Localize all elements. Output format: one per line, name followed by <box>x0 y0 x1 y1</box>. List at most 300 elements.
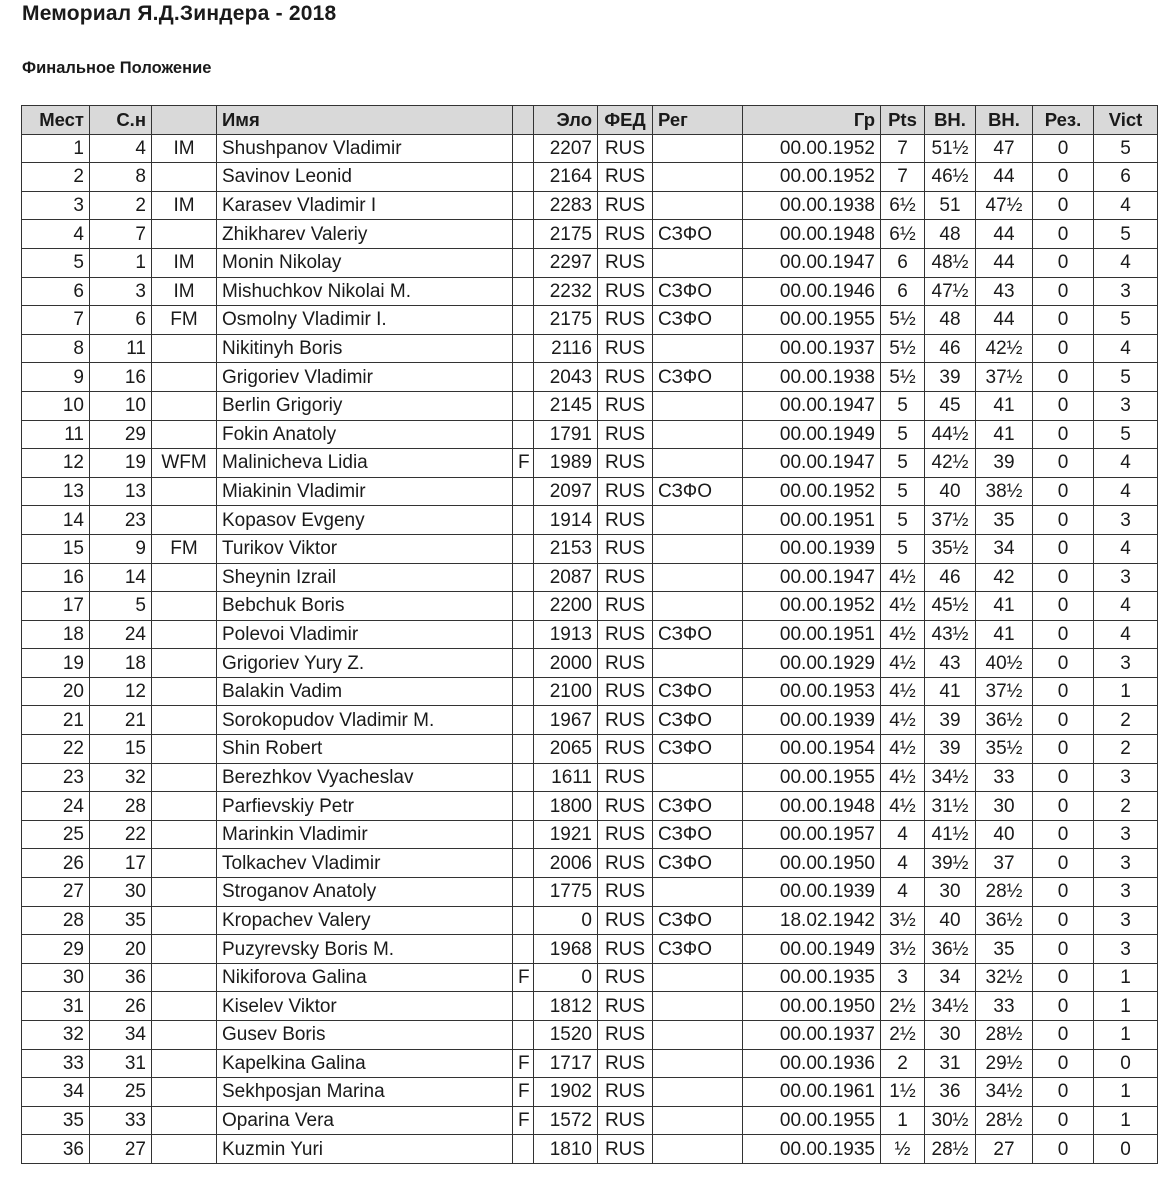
header-row <box>22 106 1158 135</box>
cell-fed: RUS <box>598 363 653 392</box>
cell-res: 0 <box>1033 534 1094 563</box>
header-reg: Рег <box>653 106 743 135</box>
cell-pts: 6½ <box>881 191 925 220</box>
cell-tiebreak-2: 30 <box>976 792 1033 821</box>
cell-title: IM <box>152 277 217 306</box>
cell-birth: 00.00.1949 <box>743 935 881 964</box>
cell-pts: 3 <box>881 963 925 992</box>
cell-res: 0 <box>1033 134 1094 163</box>
cell-pts: 1½ <box>881 1078 925 1107</box>
cell-pts: 2 <box>881 1049 925 1078</box>
cell-name: Balakin Vadim <box>217 677 513 706</box>
cell-pts: 4½ <box>881 592 925 621</box>
cell-res: 0 <box>1033 163 1094 192</box>
cell-vict: 3 <box>1094 277 1158 306</box>
cell-start-no: 25 <box>90 1078 152 1107</box>
table-row <box>22 1135 1158 1164</box>
table-row <box>22 277 1158 306</box>
cell-birth: 00.00.1937 <box>743 1021 881 1050</box>
cell-title <box>152 649 217 678</box>
header-fed: ФЕД <box>598 106 653 135</box>
cell-pts: 6 <box>881 277 925 306</box>
cell-birth: 00.00.1946 <box>743 277 881 306</box>
cell-vict: 4 <box>1094 248 1158 277</box>
cell-title <box>152 334 217 363</box>
table-row <box>22 849 1158 878</box>
cell-place: 10 <box>22 391 90 420</box>
cell-title <box>152 963 217 992</box>
cell-sex <box>513 563 534 592</box>
cell-vict: 1 <box>1094 1078 1158 1107</box>
cell-elo: 2175 <box>534 220 598 249</box>
cell-res: 0 <box>1033 792 1094 821</box>
cell-sex <box>513 1021 534 1050</box>
cell-place: 29 <box>22 935 90 964</box>
cell-pts: 5 <box>881 420 925 449</box>
cell-title <box>152 992 217 1021</box>
header-tiebreak-1: ВН. <box>925 106 976 135</box>
cell-start-no: 15 <box>90 735 152 764</box>
cell-start-no: 22 <box>90 820 152 849</box>
cell-sex: F <box>513 449 534 478</box>
cell-birth: 00.00.1947 <box>743 391 881 420</box>
cell-tiebreak-2: 39 <box>976 449 1033 478</box>
cell-tiebreak-1: 48 <box>925 220 976 249</box>
cell-birth: 00.00.1939 <box>743 706 881 735</box>
cell-reg <box>653 592 743 621</box>
cell-res: 0 <box>1033 906 1094 935</box>
cell-title <box>152 420 217 449</box>
cell-reg: СЗФО <box>653 792 743 821</box>
cell-sex <box>513 306 534 335</box>
cell-pts: 6½ <box>881 220 925 249</box>
cell-pts: 3½ <box>881 935 925 964</box>
table-row <box>22 620 1158 649</box>
document-title: Мемориал Я.Д.Зиндера - 2018 <box>22 2 337 25</box>
table-row <box>22 1049 1158 1078</box>
cell-elo: 1902 <box>534 1078 598 1107</box>
header-tiebreak-2: ВН. <box>976 106 1033 135</box>
cell-sex <box>513 906 534 935</box>
cell-birth: 00.00.1935 <box>743 1135 881 1164</box>
cell-tiebreak-2: 37 <box>976 849 1033 878</box>
cell-name: Puzyrevsky Boris M. <box>217 935 513 964</box>
table-row <box>22 420 1158 449</box>
cell-res: 0 <box>1033 220 1094 249</box>
cell-tiebreak-2: 44 <box>976 248 1033 277</box>
cell-vict: 1 <box>1094 1106 1158 1135</box>
cell-pts: 5½ <box>881 334 925 363</box>
cell-res: 0 <box>1033 735 1094 764</box>
cell-place: 1 <box>22 134 90 163</box>
cell-fed: RUS <box>598 592 653 621</box>
cell-title: IM <box>152 191 217 220</box>
cell-elo: 2000 <box>534 649 598 678</box>
cell-name: Monin Nikolay <box>217 248 513 277</box>
cell-tiebreak-2: 29½ <box>976 1049 1033 1078</box>
cell-sex: F <box>513 1049 534 1078</box>
cell-fed: RUS <box>598 277 653 306</box>
header-res: Рез. <box>1033 106 1094 135</box>
cell-tiebreak-2: 42 <box>976 563 1033 592</box>
cell-sex <box>513 792 534 821</box>
cell-fed: RUS <box>598 163 653 192</box>
cell-reg <box>653 1049 743 1078</box>
cell-title <box>152 935 217 964</box>
cell-name: Shin Robert <box>217 735 513 764</box>
cell-name: Kuzmin Yuri <box>217 1135 513 1164</box>
cell-birth: 00.00.1952 <box>743 477 881 506</box>
cell-place: 3 <box>22 191 90 220</box>
header-elo: Эло <box>534 106 598 135</box>
cell-reg <box>653 1106 743 1135</box>
cell-title <box>152 220 217 249</box>
cell-sex <box>513 506 534 535</box>
cell-start-no: 13 <box>90 477 152 506</box>
cell-reg: СЗФО <box>653 935 743 964</box>
cell-sex <box>513 220 534 249</box>
cell-birth: 00.00.1937 <box>743 334 881 363</box>
cell-title <box>152 163 217 192</box>
cell-res: 0 <box>1033 992 1094 1021</box>
cell-birth: 00.00.1939 <box>743 534 881 563</box>
cell-reg <box>653 963 743 992</box>
cell-elo: 1775 <box>534 878 598 907</box>
cell-tiebreak-1: 30½ <box>925 1106 976 1135</box>
cell-title <box>152 1135 217 1164</box>
cell-tiebreak-2: 40½ <box>976 649 1033 678</box>
cell-fed: RUS <box>598 191 653 220</box>
cell-fed: RUS <box>598 220 653 249</box>
cell-pts: 5 <box>881 449 925 478</box>
cell-place: 14 <box>22 506 90 535</box>
cell-fed: RUS <box>598 449 653 478</box>
cell-place: 5 <box>22 248 90 277</box>
cell-name: Berezhkov Vyacheslav <box>217 763 513 792</box>
header-birth: Гр <box>743 106 881 135</box>
cell-birth: 00.00.1950 <box>743 992 881 1021</box>
cell-elo: 1810 <box>534 1135 598 1164</box>
cell-tiebreak-1: 28½ <box>925 1135 976 1164</box>
cell-title <box>152 592 217 621</box>
cell-sex <box>513 477 534 506</box>
cell-sex <box>513 163 534 192</box>
cell-fed: RUS <box>598 906 653 935</box>
cell-tiebreak-1: 46½ <box>925 163 976 192</box>
table-row <box>22 906 1158 935</box>
cell-elo: 1914 <box>534 506 598 535</box>
cell-reg <box>653 1078 743 1107</box>
cell-fed: RUS <box>598 1106 653 1135</box>
cell-sex <box>513 849 534 878</box>
cell-res: 0 <box>1033 449 1094 478</box>
cell-start-no: 17 <box>90 849 152 878</box>
cell-res: 0 <box>1033 706 1094 735</box>
cell-pts: ½ <box>881 1135 925 1164</box>
cell-elo: 2153 <box>534 534 598 563</box>
cell-name: Grigoriev Vladimir <box>217 363 513 392</box>
cell-name: Gusev Boris <box>217 1021 513 1050</box>
cell-fed: RUS <box>598 620 653 649</box>
cell-fed: RUS <box>598 706 653 735</box>
cell-tiebreak-1: 36½ <box>925 935 976 964</box>
cell-tiebreak-2: 36½ <box>976 906 1033 935</box>
cell-name: Polevoi Vladimir <box>217 620 513 649</box>
cell-reg: СЗФО <box>653 677 743 706</box>
cell-fed: RUS <box>598 878 653 907</box>
cell-res: 0 <box>1033 878 1094 907</box>
table-row <box>22 1106 1158 1135</box>
table-row <box>22 677 1158 706</box>
cell-sex <box>513 334 534 363</box>
cell-fed: RUS <box>598 248 653 277</box>
cell-tiebreak-2: 33 <box>976 992 1033 1021</box>
cell-tiebreak-1: 47½ <box>925 277 976 306</box>
cell-place: 25 <box>22 820 90 849</box>
cell-birth: 00.00.1939 <box>743 878 881 907</box>
cell-name: Kopasov Evgeny <box>217 506 513 535</box>
cell-sex <box>513 420 534 449</box>
cell-res: 0 <box>1033 191 1094 220</box>
cell-birth: 00.00.1947 <box>743 449 881 478</box>
cell-name: Turikov Viktor <box>217 534 513 563</box>
cell-start-no: 19 <box>90 449 152 478</box>
cell-birth: 00.00.1952 <box>743 592 881 621</box>
document-subtitle: Финальное Положение <box>22 59 212 77</box>
cell-tiebreak-2: 41 <box>976 620 1033 649</box>
cell-pts: 4 <box>881 820 925 849</box>
cell-start-no: 10 <box>90 391 152 420</box>
cell-start-no: 24 <box>90 620 152 649</box>
cell-place: 8 <box>22 334 90 363</box>
cell-place: 20 <box>22 677 90 706</box>
cell-vict: 1 <box>1094 1021 1158 1050</box>
cell-sex <box>513 706 534 735</box>
cell-vict: 5 <box>1094 220 1158 249</box>
cell-start-no: 9 <box>90 534 152 563</box>
cell-start-no: 36 <box>90 963 152 992</box>
cell-name: Nikitinyh Boris <box>217 334 513 363</box>
cell-tiebreak-1: 36 <box>925 1078 976 1107</box>
cell-pts: 5 <box>881 477 925 506</box>
header-sex <box>513 106 534 135</box>
cell-fed: RUS <box>598 820 653 849</box>
cell-title <box>152 477 217 506</box>
cell-tiebreak-1: 37½ <box>925 506 976 535</box>
cell-vict: 1 <box>1094 677 1158 706</box>
cell-vict: 4 <box>1094 334 1158 363</box>
cell-reg: СЗФО <box>653 906 743 935</box>
cell-name: Tolkachev Vladimir <box>217 849 513 878</box>
cell-place: 24 <box>22 792 90 821</box>
cell-vict: 5 <box>1094 420 1158 449</box>
cell-start-no: 29 <box>90 420 152 449</box>
cell-place: 33 <box>22 1049 90 1078</box>
cell-title <box>152 677 217 706</box>
cell-tiebreak-2: 37½ <box>976 363 1033 392</box>
cell-reg <box>653 1135 743 1164</box>
cell-start-no: 32 <box>90 763 152 792</box>
cell-elo: 1968 <box>534 935 598 964</box>
cell-vict: 4 <box>1094 620 1158 649</box>
cell-elo: 1791 <box>534 420 598 449</box>
cell-fed: RUS <box>598 935 653 964</box>
cell-birth: 00.00.1935 <box>743 963 881 992</box>
cell-tiebreak-2: 35 <box>976 935 1033 964</box>
cell-title <box>152 391 217 420</box>
cell-vict: 3 <box>1094 935 1158 964</box>
cell-reg <box>653 763 743 792</box>
cell-tiebreak-1: 31½ <box>925 792 976 821</box>
cell-start-no: 12 <box>90 677 152 706</box>
table-row <box>22 649 1158 678</box>
table-row <box>22 963 1158 992</box>
cell-fed: RUS <box>598 992 653 1021</box>
cell-name: Sorokopudov Vladimir M. <box>217 706 513 735</box>
cell-pts: 4½ <box>881 620 925 649</box>
table-row <box>22 506 1158 535</box>
cell-birth: 00.00.1947 <box>743 248 881 277</box>
table-row <box>22 706 1158 735</box>
cell-name: Savinov Leonid <box>217 163 513 192</box>
cell-pts: 6 <box>881 248 925 277</box>
cell-elo: 2097 <box>534 477 598 506</box>
cell-sex <box>513 363 534 392</box>
cell-start-no: 27 <box>90 1135 152 1164</box>
cell-name: Kiselev Viktor <box>217 992 513 1021</box>
cell-res: 0 <box>1033 963 1094 992</box>
cell-elo: 2087 <box>534 563 598 592</box>
cell-fed: RUS <box>598 477 653 506</box>
cell-title <box>152 820 217 849</box>
cell-fed: RUS <box>598 306 653 335</box>
cell-tiebreak-1: 46 <box>925 334 976 363</box>
table-row <box>22 220 1158 249</box>
cell-reg <box>653 248 743 277</box>
cell-place: 36 <box>22 1135 90 1164</box>
cell-res: 0 <box>1033 277 1094 306</box>
cell-sex <box>513 735 534 764</box>
cell-tiebreak-2: 34½ <box>976 1078 1033 1107</box>
cell-start-no: 18 <box>90 649 152 678</box>
table-row <box>22 1078 1158 1107</box>
cell-tiebreak-1: 44½ <box>925 420 976 449</box>
cell-tiebreak-2: 41 <box>976 592 1033 621</box>
cell-vict: 0 <box>1094 1135 1158 1164</box>
cell-vict: 3 <box>1094 649 1158 678</box>
cell-elo: 2145 <box>534 391 598 420</box>
cell-place: 32 <box>22 1021 90 1050</box>
cell-fed: RUS <box>598 534 653 563</box>
cell-sex <box>513 191 534 220</box>
cell-tiebreak-1: 41½ <box>925 820 976 849</box>
cell-name: Sheynin Izrail <box>217 563 513 592</box>
cell-reg <box>653 134 743 163</box>
cell-vict: 3 <box>1094 820 1158 849</box>
cell-birth: 00.00.1952 <box>743 134 881 163</box>
cell-tiebreak-2: 33 <box>976 763 1033 792</box>
cell-vict: 3 <box>1094 849 1158 878</box>
cell-birth: 00.00.1953 <box>743 677 881 706</box>
cell-birth: 18.02.1942 <box>743 906 881 935</box>
standings-body <box>22 134 1158 1163</box>
cell-reg: СЗФО <box>653 706 743 735</box>
cell-birth: 00.00.1949 <box>743 420 881 449</box>
table-row <box>22 334 1158 363</box>
cell-sex <box>513 534 534 563</box>
cell-tiebreak-1: 45 <box>925 391 976 420</box>
cell-start-no: 6 <box>90 306 152 335</box>
cell-place: 11 <box>22 420 90 449</box>
cell-place: 30 <box>22 963 90 992</box>
cell-reg <box>653 1021 743 1050</box>
cell-reg <box>653 563 743 592</box>
cell-name: Zhikharev Valeriy <box>217 220 513 249</box>
cell-place: 28 <box>22 906 90 935</box>
cell-start-no: 8 <box>90 163 152 192</box>
cell-place: 19 <box>22 649 90 678</box>
table-row <box>22 248 1158 277</box>
cell-pts: 4½ <box>881 706 925 735</box>
cell-fed: RUS <box>598 334 653 363</box>
cell-tiebreak-1: 40 <box>925 477 976 506</box>
cell-tiebreak-2: 38½ <box>976 477 1033 506</box>
cell-start-no: 7 <box>90 220 152 249</box>
cell-vict: 3 <box>1094 878 1158 907</box>
cell-vict: 3 <box>1094 763 1158 792</box>
cell-res: 0 <box>1033 1078 1094 1107</box>
cell-fed: RUS <box>598 792 653 821</box>
cell-pts: 5 <box>881 506 925 535</box>
cell-tiebreak-2: 44 <box>976 220 1033 249</box>
cell-start-no: 34 <box>90 1021 152 1050</box>
cell-elo: 1800 <box>534 792 598 821</box>
cell-title <box>152 906 217 935</box>
cell-place: 4 <box>22 220 90 249</box>
cell-reg <box>653 334 743 363</box>
cell-reg: СЗФО <box>653 277 743 306</box>
cell-elo: 2043 <box>534 363 598 392</box>
cell-fed: RUS <box>598 1049 653 1078</box>
cell-res: 0 <box>1033 592 1094 621</box>
cell-name: Oparina Vera <box>217 1106 513 1135</box>
cell-birth: 00.00.1955 <box>743 1106 881 1135</box>
cell-res: 0 <box>1033 1049 1094 1078</box>
cell-start-no: 16 <box>90 363 152 392</box>
cell-title <box>152 506 217 535</box>
cell-fed: RUS <box>598 134 653 163</box>
cell-start-no: 11 <box>90 334 152 363</box>
table-row <box>22 592 1158 621</box>
cell-res: 0 <box>1033 677 1094 706</box>
cell-reg <box>653 391 743 420</box>
cell-vict: 3 <box>1094 506 1158 535</box>
cell-pts: 4½ <box>881 563 925 592</box>
cell-place: 17 <box>22 592 90 621</box>
cell-elo: 1520 <box>534 1021 598 1050</box>
cell-start-no: 35 <box>90 906 152 935</box>
cell-sex <box>513 391 534 420</box>
cell-title: IM <box>152 134 217 163</box>
cell-vict: 5 <box>1094 363 1158 392</box>
cell-title <box>152 1049 217 1078</box>
cell-sex <box>513 592 534 621</box>
cell-name: Fokin Anatoly <box>217 420 513 449</box>
cell-pts: 4½ <box>881 649 925 678</box>
cell-vict: 3 <box>1094 391 1158 420</box>
cell-title <box>152 1106 217 1135</box>
cell-sex <box>513 820 534 849</box>
